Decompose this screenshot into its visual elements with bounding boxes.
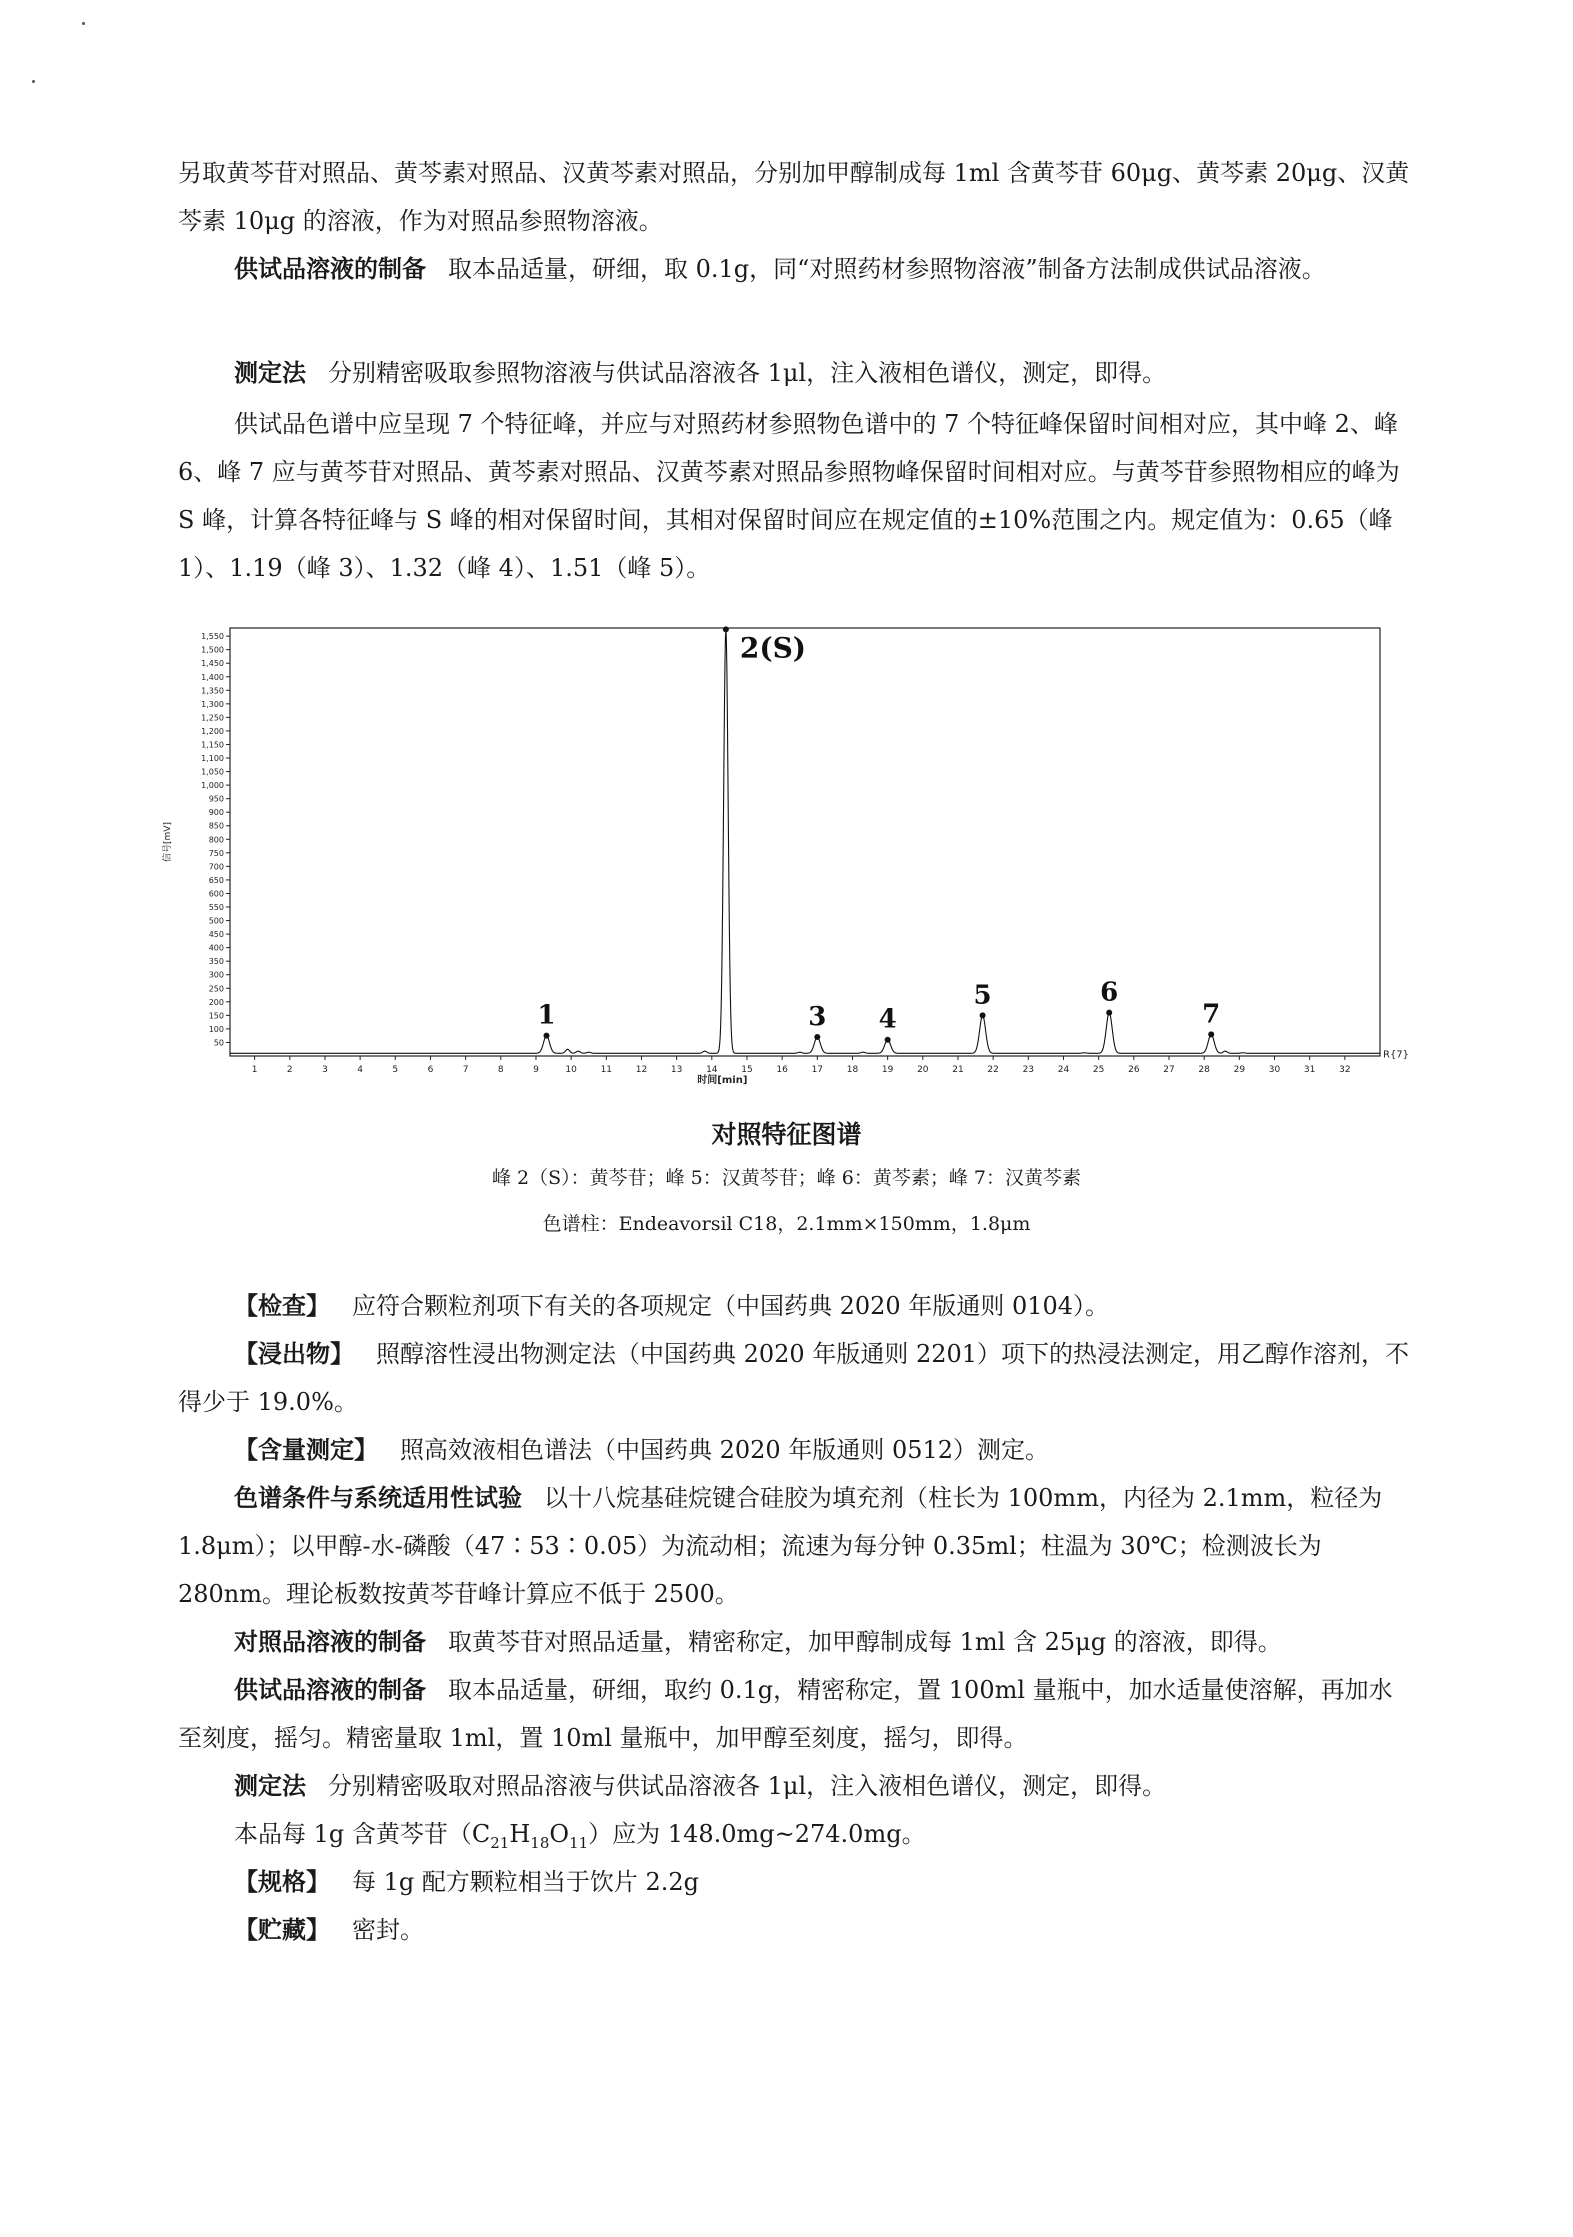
paragraph-characteristic-peaks: 供试品色谱中应呈现 7 个特征峰，并应与对照药材参照物色谱中的 7 个特征峰保留时间相对应，其中峰 2、峰 6、峰 7 应与黄芩苷对照品、黄芩素对照品、汉黄芩素对照品参照物峰保留时间相对应。与黄芩苷参照物相应的峰为 S 峰，计算各特征峰与 S 峰的相对保留时间，其相对保留时间应在规定值的±10%范围之内。规定值为：0.65（峰 1）、1.19（峰 3）、1.32（峰 4）、1.51（峰 5）。 [178,410,1400,582]
paragraph-chromatographic-conditions: 色谱条件与系统适用性试验 以十八烷基硅烷键合硅胶为填充剂（柱长为 100mm，内径为 2.1mm，粒径为 1.8μm）；以甲醇-水-磷酸（47∶53∶0.05）为流动相；流速为每分钟 0.35ml；柱温为 30℃；检测波长为 280nm。理论板数按黄芩苷峰计算应不低于 2500。 [178,1484,1383,1608]
peak-marker-3 [814,1034,820,1040]
x-tick-label: 25 [1092,1065,1105,1075]
x-tick-label: 2 [286,1065,293,1075]
y-tick-label: 900 [208,808,224,818]
x-tick-label: 20 [917,1065,929,1075]
trace-label: R{7} [1383,1049,1410,1061]
x-tick-label: 26 [1128,1065,1140,1075]
y-axis-label: 信号[mV] [163,822,173,862]
x-tick-label: 12 [635,1065,648,1075]
y-tick-label: 1,100 [201,754,224,764]
x-tick-label: 5 [392,1065,399,1075]
y-tick-label: 1,500 [201,645,224,655]
x-tick-label: 29 [1233,1065,1246,1075]
section-heading: 测定法 [234,359,306,387]
section-heading: 【贮藏】 [234,1916,330,1944]
y-tick-label: 150 [208,1011,224,1021]
peak-marker-7 [1208,1031,1214,1037]
x-tick-label: 17 [811,1065,824,1075]
y-tick-label: 200 [208,997,224,1007]
y-tick-label: 700 [208,862,224,872]
x-tick-label: 23 [1022,1065,1035,1075]
x-tick-label: 28 [1198,1065,1210,1075]
section-heading: 【规格】 [234,1868,330,1896]
chromatogram-trace [230,630,1380,1054]
paragraph-test-solution-prep-2: 供试品溶液的制备 取本品适量，研细，取约 0.1g，精密称定，置 100ml 量瓶中，加水适量使溶解，再加水至刻度，摇匀。精密量取 1ml，置 10ml 量瓶中，加甲醇至刻度，摇匀，即得。 [178,1676,1393,1752]
section-specification: 【规格】 每 1g 配方颗粒相当于饮片 2.2g [234,1868,700,1896]
figure-caption-column: 色谱柱：Endeavorsil C18，2.1mm×150mm，1.8μm [542,1213,1031,1235]
x-tick-label: 15 [741,1065,753,1075]
y-tick-label: 1,150 [201,740,224,750]
x-axis-label: 时间[min] [697,1075,748,1086]
peak-label: 1 [537,1000,556,1031]
y-tick-label: 300 [208,970,224,980]
x-tick-label: 8 [497,1065,504,1075]
peak-marker-2s [723,626,729,632]
x-tick-label: 32 [1339,1065,1351,1075]
y-tick-label: 450 [208,930,224,940]
peak-marker-1 [544,1033,550,1039]
section-heading: 【检查】 [234,1292,330,1320]
y-tick-label: 1,250 [201,713,224,723]
figure-caption-peaks: 峰 2（S）：黄芩苷；峰 5：汉黄芩苷；峰 6：黄芩素；峰 7：汉黄芩素 [491,1167,1082,1189]
y-tick-label: 750 [208,848,224,858]
x-tick-label: 30 [1268,1065,1281,1075]
chromatogram-figure [150,620,1410,1100]
y-tick-label: 250 [208,984,224,994]
y-tick-label: 100 [208,1024,224,1034]
x-tick-label: 16 [776,1065,788,1075]
plot-frame [230,628,1380,1056]
x-tick-label: 4 [357,1065,363,1075]
paragraph-reference-solutions: 另取黄芩苷对照品、黄芩素对照品、汉黄芩素对照品，分别加甲醇制成每 1ml 含黄芩苷 60μg、黄芩素 20μg、汉黄芩素 10μg 的溶液，作为对照品参照物溶液。 [178,159,1410,235]
section-extractables: 【浸出物】 照醇溶性浸出物测定法（中国药典 2020 年版通则 2201）项下的热浸法测定，用乙醇作溶剂，不得少于 19.0%。 [178,1340,1410,1416]
x-tick-label: 24 [1057,1065,1070,1075]
paragraph-reference-solution-prep: 对照品溶液的制备 取黄芩苷对照品适量，精密称定，加甲醇制成每 1ml 含 25μg 的溶液，即得。 [234,1628,1282,1656]
section-inspection: 【检查】 应符合颗粒剂项下有关的各项规定（中国药典 2020 年版通则 0104）。 [234,1292,1110,1320]
chromatogram-chart [150,620,1410,1100]
y-tick-label: 600 [208,889,224,899]
x-tick-label: 19 [881,1065,894,1075]
y-tick-label: 1,350 [201,686,224,696]
x-tick-label: 9 [533,1065,539,1075]
figure-title: 对照特征图谱 [711,1120,862,1149]
x-tick-label: 10 [565,1065,577,1075]
section-heading: 对照品溶液的制备 [234,1628,426,1656]
x-tick-label: 7 [462,1065,469,1075]
peak-label: 2(S) [739,631,807,665]
section-heading: 【浸出物】 [234,1340,354,1368]
x-tick-label: 18 [846,1065,859,1075]
paragraph-assay-method-2: 测定法 分别精密吸取对照品溶液与供试品溶液各 1μl，注入液相色谱仪，测定，即得。 [234,1772,1167,1800]
x-tick-label: 3 [322,1065,328,1075]
peak-label: 4 [878,1004,897,1035]
paragraph-content-limit: 本品每 1g 含黄芩苷$(C_{21}H_{18}O_{11})$应为 148.0mg~274.0mg。 [234,1820,926,1852]
paragraph-assay-method: 测定法 分别精密吸取参照物溶液与供试品溶液各 1μl，注入液相色谱仪，测定，即得。 [234,359,1167,387]
scan-speck [82,22,85,25]
y-tick-label: 50 [213,1038,224,1048]
paragraph-test-solution-prep: 供试品溶液的制备 取本品适量，研细，取 0.1g，同“对照药材参照物溶液”制备方法制成供试品溶液。 [234,255,1326,283]
y-tick-label: 1,300 [201,699,224,709]
y-tick-label: 400 [208,943,224,953]
peak-label: 5 [973,980,992,1011]
x-tick-label: 13 [670,1065,683,1075]
y-tick-label: 1,050 [201,767,224,777]
x-tick-label: 22 [987,1065,999,1075]
x-tick-label: 1 [251,1065,258,1075]
x-tick-label: 21 [952,1065,964,1075]
peak-marker-4 [885,1037,891,1043]
peak-marker-5 [980,1012,986,1018]
section-heading: 测定法 [234,1772,306,1800]
section-storage: 【贮藏】 密封。 [234,1916,424,1944]
x-tick-label: 11 [600,1065,613,1075]
peak-label: 6 [1100,977,1119,1008]
y-tick-label: 1,000 [201,781,224,791]
peak-label: 7 [1202,999,1221,1030]
x-tick-label: 14 [706,1065,718,1075]
y-tick-label: 1,450 [201,659,224,669]
y-tick-label: 950 [208,794,224,804]
y-tick-label: 650 [208,875,224,885]
y-tick-label: 550 [208,903,224,913]
section-content-determination: 【含量测定】 照高效液相色谱法（中国药典 2020 年版通则 0512）测定。 [234,1436,1050,1464]
peak-label: 3 [808,1002,827,1033]
y-tick-label: 1,550 [201,632,224,642]
y-tick-label: 1,400 [201,672,224,682]
section-heading: 【含量测定】 [234,1436,378,1464]
x-tick-label: 31 [1303,1065,1316,1075]
scan-speck [32,80,35,83]
x-tick-label: 6 [427,1065,434,1075]
section-heading: 供试品溶液的制备 [234,255,426,283]
y-tick-label: 1,200 [201,726,224,736]
y-tick-label: 850 [208,821,224,831]
section-heading: 色谱条件与系统适用性试验 [234,1484,522,1512]
section-heading: 供试品溶液的制备 [234,1676,426,1704]
y-tick-label: 800 [208,835,224,845]
y-tick-label: 500 [208,916,224,926]
peak-marker-6 [1106,1010,1112,1016]
x-tick-label: 27 [1163,1065,1175,1075]
y-tick-label: 350 [208,957,224,967]
